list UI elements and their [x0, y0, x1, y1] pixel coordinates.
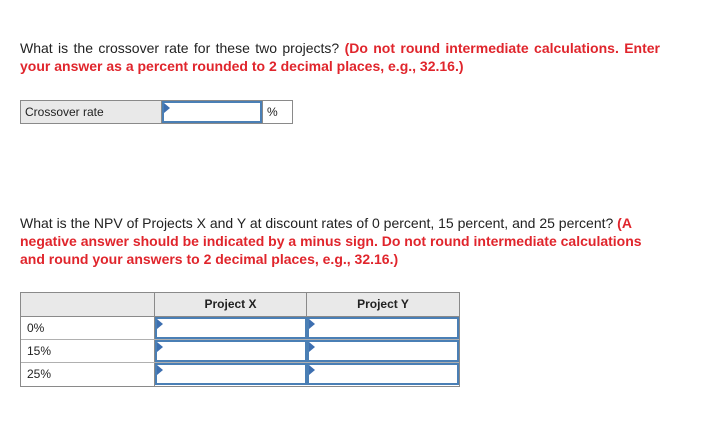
npv-x-0-input-cell[interactable] — [155, 317, 307, 339]
npv-question — [20, 214, 660, 268]
table-row — [21, 340, 459, 363]
npv-project-y-0-input[interactable] — [309, 319, 457, 337]
input-flag-icon — [309, 319, 315, 329]
input-flag-icon — [309, 365, 315, 375]
crossover-rate-input[interactable] — [164, 103, 260, 121]
row-label-15-percent: 15% — [21, 340, 155, 362]
input-flag-icon — [157, 342, 163, 352]
row-label-25-percent: 25% — [21, 363, 155, 386]
npv-x-25-input-cell[interactable] — [155, 363, 307, 385]
crossover-question-instruction: (Do not round intermediate calculations. Enter your answer as a percent rounded to 2 decimal places, e.g., 32.16.) — [20, 40, 660, 74]
crossover-rate-input-cell[interactable] — [162, 101, 262, 123]
input-flag-icon — [157, 365, 163, 375]
header-project-x: Project X — [155, 293, 307, 316]
percent-unit-label: % — [262, 101, 292, 123]
npv-y-15-input-cell[interactable] — [307, 340, 459, 362]
npv-project-x-0-input[interactable] — [157, 319, 305, 337]
npv-x-15-input-cell[interactable] — [155, 340, 307, 362]
npv-y-25-input-cell[interactable] — [307, 363, 459, 385]
header-project-y: Project Y — [357, 297, 409, 311]
npv-project-y-15-input[interactable] — [309, 342, 457, 360]
input-flag-icon — [157, 319, 163, 329]
table-row — [21, 317, 459, 340]
table-row — [21, 363, 459, 386]
input-flag-icon — [164, 103, 170, 113]
npv-table — [20, 292, 460, 387]
npv-question-instruction: (A negative answer should be indicated by a minus sign. Do not round intermediate calculations and round your answers to 2 decimal places, e.g., 32.16.) — [20, 215, 642, 267]
header-blank-cell — [21, 293, 155, 316]
row-label-0-percent: 0% — [21, 317, 155, 339]
npv-y-0-input-cell[interactable] — [307, 317, 459, 339]
npv-table-header — [21, 293, 459, 317]
npv-question-text: What is the NPV of Projects X and Y at discount rates of 0 percent, 15 percent, and 25 percent? — [20, 215, 618, 231]
crossover-question-text: What is the crossover rate for these two projects? — [20, 40, 345, 56]
crossover-rate-label: Crossover rate — [21, 101, 162, 123]
crossover-question — [20, 39, 660, 75]
npv-project-x-25-input[interactable] — [157, 365, 305, 383]
input-flag-icon — [309, 342, 315, 352]
npv-project-y-25-input[interactable] — [309, 365, 457, 383]
npv-project-x-15-input[interactable] — [157, 342, 305, 360]
crossover-rate-row — [20, 100, 293, 124]
